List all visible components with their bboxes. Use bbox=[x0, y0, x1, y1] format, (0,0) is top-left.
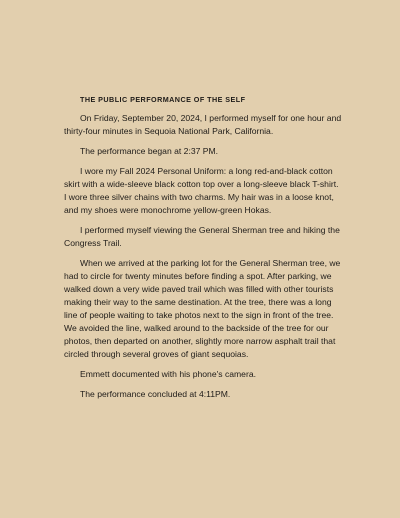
document-title: THE PUBLIC PERFORMANCE OF THE SELF bbox=[80, 95, 246, 104]
paragraph-date-location: On Friday, September 20, 2024, I performed myself for one hour and thirty-four minutes in Sequoia National Park, California. bbox=[64, 113, 342, 136]
paragraph-start-time: The performance began at 2:37 PM. bbox=[80, 146, 219, 156]
paragraph-activity: I performed myself viewing the General Sherman tree and hiking the Congress Trail. bbox=[64, 225, 340, 248]
paragraph-documentation: Emmett documented with his phone's camera. bbox=[80, 369, 256, 379]
document-body bbox=[64, 95, 342, 408]
paragraph-narrative: When we arrived at the parking lot for the General Sherman tree, we had to circle for twenty minutes before finding a spot. After parking, we walked down a very wide paved trail which was filled with other tourists making their way to the same destination. At the tree, there was a long line of people waiting to take photos next to the sign in front of the tree. We avoided the line, walked around to the backside of the tree for our photos, then departed on another, slightly more narrow asphalt trail that circled through several groves of giant sequoias. bbox=[64, 258, 341, 359]
paragraph-uniform: I wore my Fall 2024 Personal Uniform: a long red-and-black cotton skirt with a wide-sleeve black cotton top over a long-sleeve black T-shirt. I wore three silver chains with two charms. My hair was in a loose knot, and my shoes were monochrome yellow-green Hokas. bbox=[64, 166, 339, 215]
paragraph-end-time: The performance concluded at 4:11PM. bbox=[80, 389, 231, 399]
